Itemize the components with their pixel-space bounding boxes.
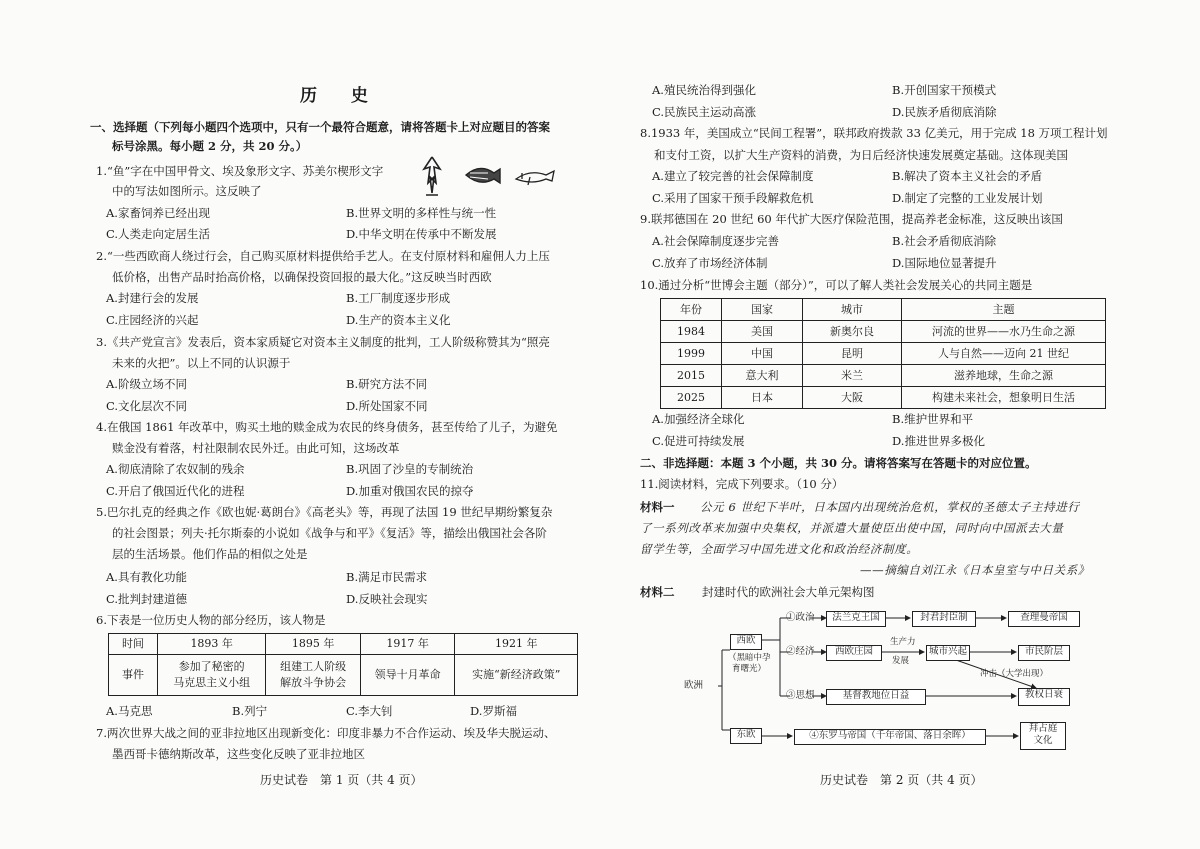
section1-heading: 一、选择题（下列每小题四个选项中，只有一个最符合题意，请将答题卡上对应题目的答案 [90, 120, 550, 134]
q9-option-d: D.国际地位显著提升 [892, 256, 997, 270]
material1-label: 材料一 [640, 500, 675, 514]
table-cell: 滋养地球，生命之源 [902, 365, 1106, 387]
table-cell: 城市 [803, 299, 902, 321]
q7-option-b: B.开创国家干预模式 [892, 83, 997, 97]
q3-option-b: B.研究方法不同 [346, 377, 428, 391]
q8-option-d: D.制定了完整的工业发展计划 [892, 191, 1043, 205]
table-cell: 昆明 [803, 343, 902, 365]
q1-option-d: D.中华文明在传承中不断发展 [346, 227, 497, 241]
q9-option-b: B.社会矛盾彻底消除 [892, 234, 997, 248]
q8-option-c: C.采用了国家干预手段解救危机 [652, 191, 814, 205]
q3-stem-2: 未来的火把”。以上不同的认识源于 [112, 356, 291, 370]
q5-stem-2: 的社会图景；列夫·托尔斯泰的小说如《战争与和平》《复活》等，描绘出俄国社会各阶 [112, 526, 547, 540]
q4-stem: 4.在俄国 1861 年改革中，购买土地的赎金成为农民的终身债务，甚至传给了儿子，为避免 [96, 420, 558, 434]
material1-line2: 了一系列改革来加强中央集权，并派遣大量使臣出使中国，同时向中国派去大量 [640, 521, 1064, 535]
table-cell: 新奥尔良 [803, 321, 902, 343]
q3-option-d: D.所处国家不同 [346, 399, 428, 413]
table-cell: 日本 [722, 387, 803, 409]
table-cell: 大阪 [803, 387, 902, 409]
table-cell: 1921 年 [455, 634, 578, 655]
table-cell: 中国 [722, 343, 803, 365]
q8-option-a: A.建立了较完善的社会保障制度 [652, 169, 814, 183]
diagram-feudal: 封君封臣制 [912, 611, 976, 627]
table-row [109, 655, 578, 696]
diagram-byz-culture-line2: 文化 [1033, 735, 1053, 746]
table-cell: 1895 年 [266, 634, 361, 655]
q4-option-a: A.彻底清除了农奴制的残余 [106, 462, 245, 476]
q2-stem-2: 低价格，出售产品时抬高价格，以确保投资回报的最大化。”这反映当时西欧 [112, 270, 492, 284]
table-row [661, 365, 1106, 387]
q11-stem: 11.阅读材料，完成下列要求。（10 分） [640, 477, 844, 491]
page-footer-right: 历史试卷 第 2 页（共 4 页） [820, 773, 983, 787]
table-cell: 1917 年 [360, 634, 455, 655]
right-page [640, 0, 1110, 849]
q6-option-b: B.列宁 [232, 704, 268, 718]
q7-stem-2: 墨西哥卡德纳斯改革，这些变化反映了亚非拉地区 [112, 747, 365, 761]
q7-option-a: A.殖民统治得到强化 [652, 83, 756, 97]
table-cell: 时间 [109, 634, 158, 655]
diagram-byz-culture [1020, 722, 1066, 750]
table-cell: 年份 [661, 299, 722, 321]
q8-option-b: B.解决了资本主义社会的矛盾 [892, 169, 1043, 183]
diagram-thought: ③思想 [786, 690, 815, 701]
table-row [661, 343, 1106, 365]
table-cell: 1984 [661, 321, 722, 343]
q1-option-b: B.世界文明的多样性与统一性 [346, 206, 497, 220]
diagram-byzantine: ④东罗马帝国（千年帝国、落日余晖） [794, 729, 986, 745]
section1-heading-cont: 标号涂黑。每小题 2 分，共 20 分。） [112, 139, 308, 153]
diagram-east: 东欧 [730, 728, 762, 744]
table-cell: 国家 [722, 299, 803, 321]
q3-stem: 3.《共产党宣言》发表后，资本家质疑它对资本主义制度的批判，工人阶级称赞其为“照亮 [96, 335, 550, 349]
europe-structure-diagram [680, 600, 1110, 755]
q6-table [108, 633, 578, 696]
diagram-byz-culture-line1: 拜占庭 [1028, 723, 1058, 734]
q10-option-b: B.维护世界和平 [892, 412, 974, 426]
table-cell: 领导十月革命 [360, 655, 455, 696]
q9-option-a: A.社会保障制度逐步完善 [652, 234, 779, 248]
diagram-burgher: 市民阶层 [1018, 645, 1070, 661]
table-cell: 意大利 [722, 365, 803, 387]
page-footer-left: 历史试卷 第 1 页（共 4 页） [260, 773, 423, 787]
diagram-charlemagne: 查理曼帝国 [1008, 611, 1080, 627]
table-cell: 人与自然——迈向 21 世纪 [902, 343, 1106, 365]
q6-event-1893-line2: 马克思主义小组 [173, 676, 251, 689]
q4-option-b: B.巩固了沙皇的专制统治 [346, 462, 474, 476]
q10-option-c: C.促进可持续发展 [652, 434, 745, 448]
table-cell: 事件 [109, 655, 158, 696]
diagram-west-note1: （黑暗中孕 [728, 653, 771, 663]
diagram-frankish: 法兰克王国 [826, 611, 886, 627]
q6-stem: 6.下表是一位历史人物的部分经历，该人物是 [96, 613, 326, 627]
material1-line1: 公元 6 世纪下半叶，日本国内出现统治危机，掌权的圣德太子主持进行 [700, 500, 1080, 514]
q5-stem: 5.巴尔扎克的经典之作《欧也妮·葛朗台》《高老头》等，再现了法国 19 世纪早期纷繁复杂 [96, 505, 553, 519]
diagram-church: 基督教地位日益 [826, 689, 926, 705]
diagram-impact: 冲击（大学出现） [980, 669, 1049, 679]
q6-event-1895-line2: 解放斗争协会 [280, 676, 347, 689]
q5-stem-3: 层的生活场景。他们作品的相似之处是 [112, 547, 308, 561]
table-cell: 主题 [902, 299, 1106, 321]
q6-event-1895-line1: 组建工人阶级 [280, 660, 347, 673]
material1-source: ——摘编自刘江永《日本皇室与中日关系》 [860, 563, 1090, 577]
table-cell: 1893 年 [158, 634, 266, 655]
q10-option-a: A.加强经济全球化 [652, 412, 745, 426]
q1-stem-2: 中的写法如图所示。这反映了 [112, 184, 262, 198]
q2-stem: 2.“一些西欧商人绕过行会，自己购买原材料提供给手艺人。在支付原材料和雇佣人力上压 [96, 249, 550, 263]
q4-option-c: C.开启了俄国近代化的进程 [106, 484, 245, 498]
diagram-church-day: 教权日衰 [1018, 688, 1070, 706]
q5-option-c: C.批判封建道德 [106, 592, 188, 606]
q6-option-d: D.罗斯福 [470, 704, 517, 718]
table-cell: 河流的世界——水乃生命之源 [902, 321, 1106, 343]
table-cell [158, 655, 266, 696]
egyptian-fish-glyph [466, 168, 500, 183]
table-cell: 构建未来社会，想象明日生活 [902, 387, 1106, 409]
q7-option-d: D.民族矛盾彻底消除 [892, 105, 997, 119]
material2-title: 封建时代的欧洲社会大单元架构图 [702, 585, 875, 599]
q4-option-d: D.加重对俄国农民的掠夺 [346, 484, 474, 498]
diagram-prod1: 生产力 [890, 637, 916, 647]
diagram-politics: ①政治 [786, 612, 815, 623]
q7-stem: 7.两次世界大战之间的亚非拉地区出现新变化：印度非暴力不合作运动、埃及华夫脱运动、 [96, 726, 556, 740]
q3-option-a: A.阶级立场不同 [106, 377, 187, 391]
diagram-prod2: 发展 [892, 656, 910, 666]
q1-option-c: C.人类走向定居生活 [106, 227, 211, 241]
q2-option-a: A.封建行会的发展 [106, 291, 199, 305]
q8-stem: 8.1933 年，美国成立“民间工程署”，联邦政府拨款 33 亿美元，用于完成 18 万项工程计划 [640, 126, 1108, 140]
q4-stem-2: 赎金没有着落，村社限制农民外迁。由此可知，这场改革 [112, 441, 400, 455]
material2-label: 材料二 [640, 585, 675, 599]
material1-line3: 留学生等，全面学习中国先进文化和政治经济制度。 [640, 542, 919, 556]
table-cell: 2015 [661, 365, 722, 387]
diagram-west: 西欧 [730, 634, 762, 650]
q10-stem: 10.通过分析“世博会主题（部分）”，可以了解人类社会发展关心的共同主题是 [640, 278, 1033, 292]
left-page [90, 0, 580, 849]
oracle-fish-glyph [424, 157, 440, 195]
q9-option-c: C.放弃了市场经济体制 [652, 256, 768, 270]
page-title: 历 史 [300, 86, 382, 106]
q1-option-a: A.家畜饲养已经出现 [106, 206, 210, 220]
cuneiform-fish-glyph [516, 171, 554, 185]
table-cell: 1999 [661, 343, 722, 365]
q9-stem: 9.联邦德国在 20 世纪 60 年代扩大医疗保险范围，提高养老金标准，这反映出该国 [640, 212, 1063, 226]
q10-option-d: D.推进世界多极化 [892, 434, 985, 448]
table-cell: 米兰 [803, 365, 902, 387]
table-row [109, 634, 578, 655]
diagram-economy: ②经济 [786, 646, 815, 657]
table-cell: 2025 [661, 387, 722, 409]
q10-table [660, 298, 1106, 409]
section2-heading: 二、非选择题：本题 3 个小题，共 30 分。请将答案写在答题卡的对应位置。 [640, 456, 1037, 470]
diagram-city: 城市兴起 [926, 645, 970, 661]
q7-option-c: C.民族民主运动高涨 [652, 105, 757, 119]
q6-option-a: A.马克思 [106, 704, 153, 718]
q6-option-c: C.李大钊 [346, 704, 393, 718]
q6-event-1893-line1: 参加了秘密的 [178, 660, 245, 673]
diagram-west-note2: 育曙光） [732, 664, 767, 674]
q5-option-a: A.具有教化功能 [106, 570, 187, 584]
q5-option-b: B.满足市民需求 [346, 570, 428, 584]
diagram-manor: 西欧庄园 [826, 645, 882, 661]
q1-stem: 1.“鱼”字在中国甲骨文、埃及象形文字、苏美尔楔形文字 [96, 164, 384, 178]
q2-option-c: C.庄园经济的兴起 [106, 313, 199, 327]
table-cell [266, 655, 361, 696]
q2-option-b: B.工厂制度逐步形成 [346, 291, 451, 305]
q5-option-d: D.反映社会现实 [346, 592, 428, 606]
table-row [661, 387, 1106, 409]
table-row [661, 321, 1106, 343]
q2-option-d: D.生产的资本主义化 [346, 313, 451, 327]
table-row [661, 299, 1106, 321]
fish-glyphs-figure [420, 153, 560, 201]
diagram-europe: 欧洲 [684, 680, 704, 691]
q8-stem-2: 和支付工资，以扩大生产资料的消费，为日后经济快速发展奠定基础。这体现美国 [654, 148, 1068, 162]
q3-option-c: C.文化层次不同 [106, 399, 188, 413]
table-cell: 实施“新经济政策” [455, 655, 578, 696]
table-cell: 美国 [722, 321, 803, 343]
